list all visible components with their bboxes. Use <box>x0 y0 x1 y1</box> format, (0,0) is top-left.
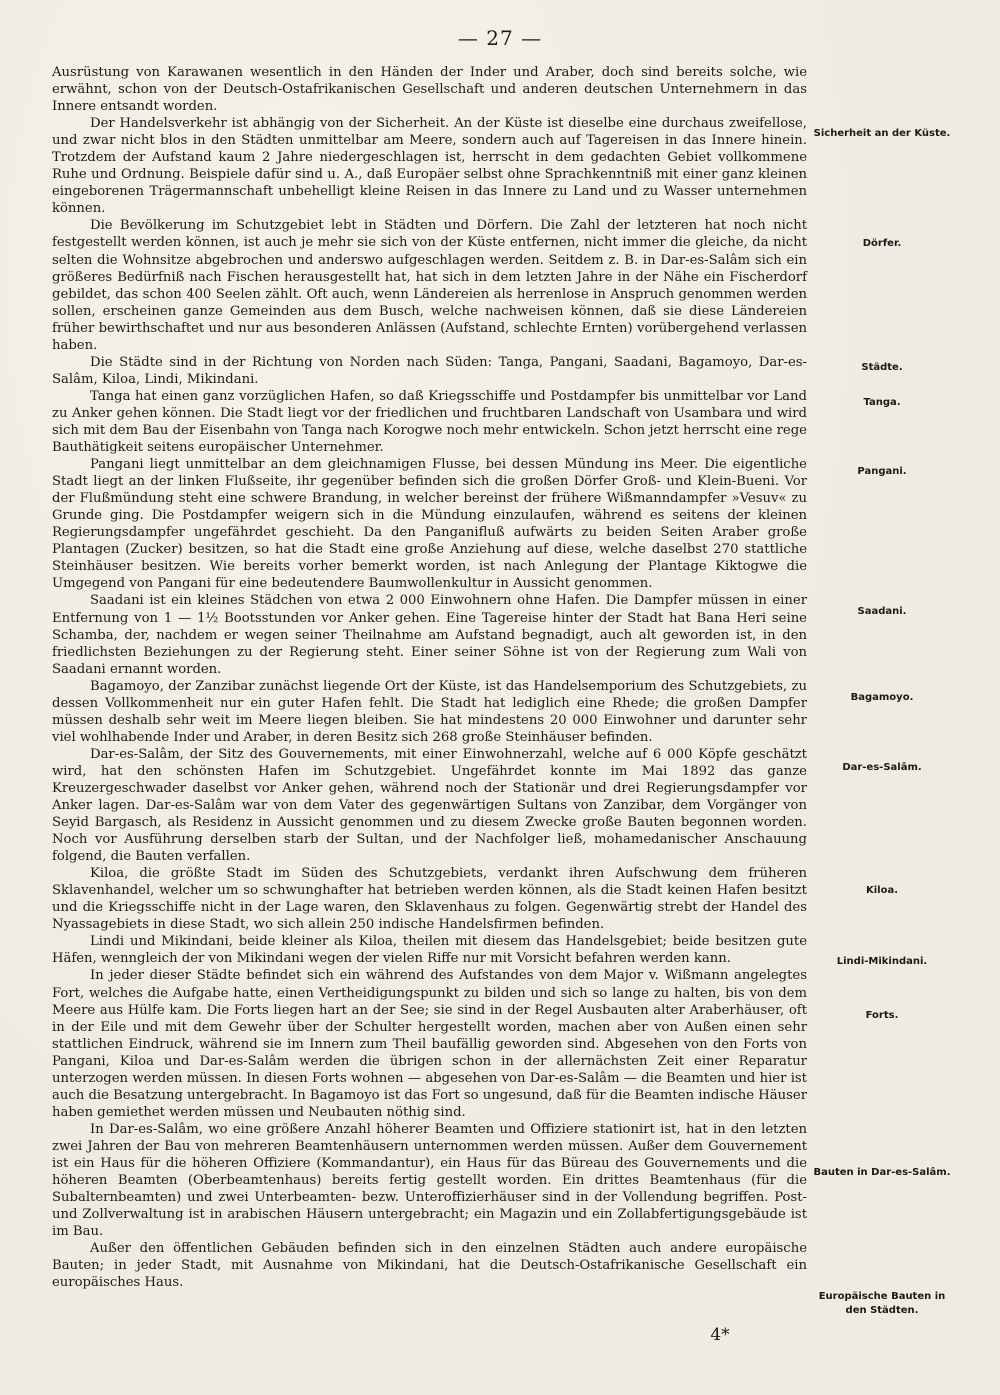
marginal-note: Pangani. <box>857 466 907 477</box>
marginal-note: Lindi-Mikindani. <box>836 956 928 967</box>
marginal-note: Sicherheit an der Küste. <box>813 128 951 139</box>
paragraph: Kiloa, die größte Stadt im Süden des Schutzgebiets, verdankt ihren Aufschwung dem früheren Sklavenhandel, welcher um so schwunghafter hat betrieben werden können, als die Stadt keinen Hafen besitzt und die Kriegsschiffe nicht in der Lage waren, den Sklavenhaus zu folgen. Gegenwärtig strebt der Handel des Nyassagebiets in diese Stadt, wo sich allein 250 indische Handelsfirmen befinden. <box>52 866 807 933</box>
paragraph: Saadani ist ein kleines Städchen von etwa 2 000 Einwohnern ohne Hafen. Die Dampfer müssen in einer Entfernung von 1 — 1½ Bootsstunden vor Anker gehen. Eine Tagereise hinter der Stadt hat Bana Heri seine Schamba, der, nachdem er wegen seiner Theilnahme am Aufstand begnadigt, auch alt geworden ist, in den friedlichsten Beziehungen zu der Regierung steht. Einer seiner Söhne ist von der Regierung zum Wali von Saadani ernannt worden. <box>52 593 807 677</box>
signature-mark: 4* <box>710 1325 730 1345</box>
paragraph: Dar-es-Salâm, der Sitz des Gouvernements, mit einer Einwohnerzahl, welche auf 6 000 Köpfe geschätzt wird, hat den schönsten Hafen im Schutzgebiet. Ungefährdet konnte im Mai 1892 das ganze Kreuzergeschwader daselbst vor Anker gehen, während noch der Stationär und drei Regierungsdampfer vor Anker lagen. Dar-es-Salâm war von dem Vater des gegenwärtigen Sultans von Zanzibar, dem Vorgänger von Seyid Bargasch, als Residenz in Aussicht genommen und zu diesem Zwecke große Bauten begonnen worden. Noch vor Ausführung derselben starb der Sultan, und der Nachfolger ließ, mohamedanischer Anschauung folgend, die Bauten verfallen. <box>52 746 807 865</box>
paragraph: Ausrüstung von Karawanen wesentlich in den Händen der Inder und Araber, doch sind bereits solche, wie erwähnt, schon von der Deutsch-Ostafrikanischen Gesellschaft und anderen deutschen Unternehmern in das Innere entsandt worden. <box>52 65 807 115</box>
page-number: — 27 — <box>457 26 543 50</box>
marginal-note: Europäische Bauten in den Städten. <box>818 1291 946 1316</box>
marginal-note: Bauten in Dar-es-Salâm. <box>813 1167 951 1178</box>
marginal-note: Städte. <box>861 362 903 373</box>
paragraph: Pangani liegt unmittelbar an dem gleichnamigen Flusse, bei dessen Mündung ins Meer. Die eigentliche Stadt liegt an der linken Flußseite, ihr gegenüber befinden sich die großen Dörfer Groß- und Klein-Bueni. Vor der Flußmündung steht eine schwere Brandung, in welcher bereinst der frühere Wißmanndampfer »Vesuv« zu Grunde ging. Die Postdampfer weigern sich in die Mündung einzulaufen, während es seitens der kleinen Regierungsdampfer ungefährdet geschieht. Da den Panganifluß aufwärts zu beiden Seiten Araber große Plantagen (Zucker) besitzen, so hat die Stadt eine große Anziehung auf diese, welche daselbst 270 stattliche Steinhäuser besitzen. Wie bereits vorher bemerkt worden, ist nach Anlegung der Plantage Kiktogwe die Umgegend von Pangani für eine bedeutendere Baumwollenkultur in Aussicht genommen. <box>52 457 807 592</box>
paragraph: Die Städte sind in der Richtung von Norden nach Süden: Tanga, Pangani, Saadani, Bagamoyo, Dar-es-Salâm, Kiloa, Lindi, Mikindani. <box>52 354 807 387</box>
paragraph: In Dar-es-Salâm, wo eine größere Anzahl höherer Beamten und Offiziere stationirt ist, hat in den letzten zwei Jahren der Bau von mehreren Beamtenhäusern unternommen werden müssen. Außer dem Gouvernement ist ein Haus für die höheren Offiziere (Kommandantur), ein Haus für das Büreau des Gouvernements und die höheren Beamten (Oberbeamtenhaus) bereits fertig gestellt worden. Ein drittes Beamtenhaus (für die Subalternbeamten) und zwei Unterbeamten- bezw. Unteroffizierhäuser sind in der Vollendung begriffen. Post- und Zollverwaltung ist in arabischen Häusern untergebracht; ein Magazin und ein Zollabfertigungsgebäude ist im Bau. <box>52 1121 807 1240</box>
paragraph: Lindi und Mikindani, beide kleiner als Kiloa, theilen mit diesem das Handelsgebiet; beide besitzen gute Häfen, wenngleich der von Mikindani wegen der vielen Riffe nur mit Vorsicht befahren werden kann. <box>52 934 807 967</box>
paragraph: In jeder dieser Städte befindet sich ein während des Aufstandes von dem Major v. Wißmann angelegtes Fort, welches die Aufgabe hatte, einen Vertheidigungspunkt zu bilden und sich so lange zu halten, bis von dem Meere aus Hülfe kam. Die Forts liegen hart an der See; sie sind in der Regel Ausbauten alter Araberhäuser, oft in der Eile und mit dem Gewehr über der Schulter hergestellt worden, machen aber von Außen einen sehr stattlichen Eindruck, während sie im Innern zum Theil baufällig geworden sind. Abgesehen von den Forts von Pangani, Kiloa und Dar-es-Salâm werden die übrigen schon in der allernächsten Zeit einer Reparatur unterzogen werden müssen. In diesen Forts wohnen — abgesehen von Dar-es-Salâm — die Beamten und hier ist auch die Besatzung untergebracht. In Bagamoyo ist das Fort so ungesund, daß für die Beamten indische Häuser haben gemiethet werden müssen und Neubauten nöthig sind. <box>52 968 807 1120</box>
marginal-note: Dörfer. <box>862 238 902 249</box>
paragraph: Tanga hat einen ganz vorzüglichen Hafen, so daß Kriegsschiffe und Postdampfer bis unmittelbar vor Land zu Anker gehen können. Die Stadt liegt vor der friedlichen und fruchtbaren Landschaft von Usambara und wird sich mit dem Bau der Eisenbahn von Tanga nach Korogwe noch mehr entwickeln. Schon jetzt herrscht eine rege Bauthätigkeit seitens europäischer Unternehmer. <box>52 388 807 456</box>
marginal-note: Kiloa. <box>865 885 899 896</box>
paragraph: Der Handelsverkehr ist abhängig von der Sicherheit. An der Küste ist dieselbe eine durchaus zweifellose, und zwar nicht blos in den Städten unmittelbar am Meere, sondern auch auf Tagereisen in das Innere hinein. Trotzdem der Aufstand kaum 2 Jahre niedergeschlagen ist, herrscht in dem gedachten Gebiet vollkommene Ruhe und Ordnung. Beispiele dafür sind u. A., daß Europäer selbst ohne Sprachkenntniß mit einer ganz kleinen eingeborenen Trägermannschaft unbehelligt kleine Reisen in das Innere zu Land und zu Wasser unternehmen können. <box>52 116 807 217</box>
paragraph: Die Bevölkerung im Schutzgebiet lebt in Städten und Dörfern. Die Zahl der letzteren hat noch nicht festgestellt werden können, ist auch je mehr sie sich von der Küste entfernen, nicht immer die gleiche, da nicht selten die Wohnsitze abgebrochen und anderswo aufgeschlagen werden. Seitdem z. B. in Dar-es-Salâm sich ein größeres Bedürfniß nach Fischen herausgestellt hat, hat sich in dem letzten Jahre in der Nähe ein Fischerdorf gebildet, das schon 400 Seelen zählt. Oft auch, wenn Ländereien als herrenlose in Anspruch genommen werden sollen, erscheinen ganze Gemeinden aus dem Busch, welche nachweisen können, daß sie diese Ländereien früher bewirthschaftet und nur aus besonderen Anlässen (Aufstand, schlechte Ernten) vorübergehend verlassen haben. <box>52 218 807 353</box>
marginal-note: Bagamoyo. <box>850 692 914 703</box>
marginal-note: Dar-es-Salâm. <box>842 762 922 773</box>
marginal-note: Forts. <box>865 1010 899 1021</box>
paragraph: Bagamoyo, der Zanzibar zunächst liegende Ort der Küste, ist das Handelsemporium des Schutzgebiets, zu dessen Vollkommenheit nur ein guter Hafen fehlt. Die Stadt hat lediglich eine Rhede; die großen Dampfer müssen deshalb sehr weit im Meere liegen bleiben. Sie hat mindestens 20 000 Einwohner und darunter sehr viel wohlhabende Inder und Araber, in deren Besitz sich 268 große Steinhäuser befinden. <box>52 678 807 745</box>
marginal-note: Tanga. <box>863 397 901 408</box>
main-text-column <box>52 64 807 1291</box>
marginal-note: Saadani. <box>857 606 907 617</box>
paragraph: Außer den öffentlichen Gebäuden befinden sich in den einzelnen Städten auch andere europäische Bauten; in jeder Stadt, mit Ausnahme von Mikindani, hat die Deutsch-Ostafrikanische Gesellschaft ein europäisches Haus. <box>52 1241 807 1291</box>
